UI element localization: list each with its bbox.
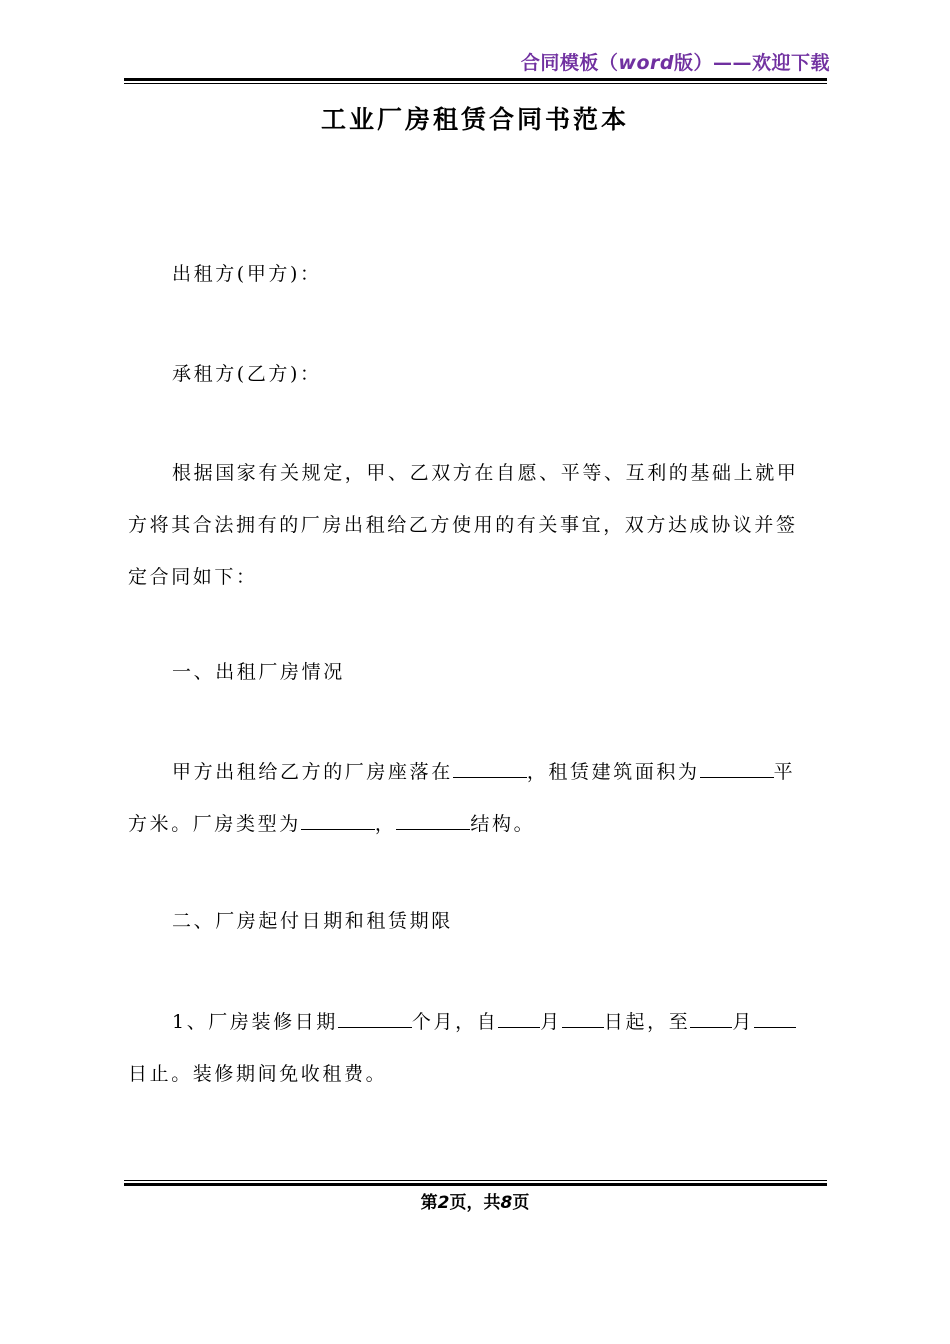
- footer-post: 页: [512, 1193, 530, 1213]
- intro-line-1: 根据国家有关规定，甲、乙双方在自愿、平等、互利的基础上就甲: [172, 462, 799, 484]
- section2-item1: [128, 996, 828, 1100]
- footer-total: 8: [500, 1193, 513, 1213]
- section2-item1-line-1: [128, 996, 828, 1048]
- section1-text-b: ，租赁建筑面积为: [526, 761, 700, 783]
- document-header: [521, 48, 830, 75]
- header-prefix: 合同模板（: [520, 52, 619, 74]
- section1-text-d: 方米。厂房类型为: [128, 813, 301, 835]
- footer-page: 2: [437, 1193, 450, 1213]
- item1-text-b: 个月，自: [411, 1011, 499, 1033]
- structure-blank[interactable]: [396, 811, 470, 830]
- footer-mid: 页，共: [449, 1193, 501, 1213]
- section1-paragraph: [128, 746, 828, 850]
- section1-line-1: [128, 746, 828, 798]
- header-suffix: 版）——欢迎下载: [673, 52, 830, 74]
- type-blank[interactable]: [301, 811, 375, 830]
- months-blank[interactable]: [338, 1009, 412, 1028]
- section1-text-c: 平: [773, 761, 796, 783]
- section1-text-e: ，: [374, 813, 397, 835]
- location-blank[interactable]: [453, 759, 527, 778]
- page-number-footer: [0, 1188, 950, 1213]
- footer-pre: 第: [420, 1193, 438, 1213]
- area-blank[interactable]: [700, 759, 774, 778]
- start-day-blank[interactable]: [562, 1009, 604, 1028]
- end-day-blank[interactable]: [754, 1009, 796, 1028]
- intro-line-3: 定合同如下：: [128, 566, 258, 588]
- page-title: 工业厂房租赁合同书范本: [320, 105, 629, 134]
- party-b-line: 承租方(乙方)：: [172, 363, 322, 385]
- item1-text-c: 月: [540, 1011, 562, 1033]
- item1-text-d: 日起，至: [603, 1011, 691, 1033]
- start-month-blank[interactable]: [498, 1009, 540, 1028]
- header-rule-thick: [124, 78, 827, 81]
- section2-item1-line-2: 日止。装修期间免收租费。: [128, 1063, 388, 1085]
- footer-rule-thick: [124, 1183, 827, 1186]
- section1-text-a: 甲方出租给乙方的厂房座落在: [172, 761, 453, 783]
- section1-text-f: 结构。: [470, 813, 536, 835]
- section1-line-2: [128, 798, 828, 850]
- section1-heading: 一、出租厂房情况: [172, 661, 345, 683]
- footer-rule-thin: [124, 1180, 827, 1181]
- item1-text-e: 月: [732, 1011, 754, 1033]
- header-word: word: [618, 52, 674, 74]
- section2-heading: 二、厂房起付日期和租赁期限: [172, 910, 453, 932]
- item1-text-a: 1、厂房装修日期: [172, 1011, 338, 1033]
- party-a-line: 出租方(甲方)：: [172, 263, 322, 285]
- end-month-blank[interactable]: [690, 1009, 732, 1028]
- intro-paragraph: [128, 447, 828, 603]
- intro-line-2: 方将其合法拥有的厂房出租给乙方使用的有关事宜，双方达成协议并签: [128, 514, 798, 536]
- header-rule-thin: [124, 83, 827, 84]
